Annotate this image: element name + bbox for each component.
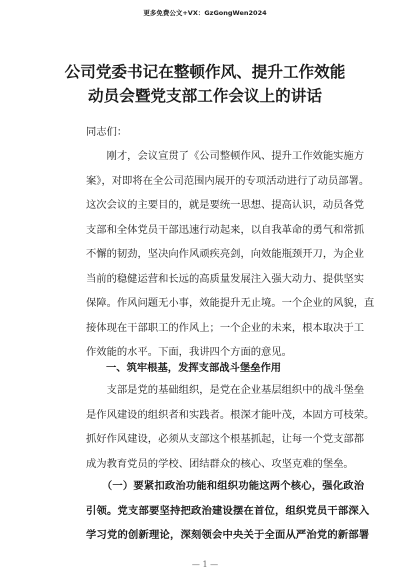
text-line: 接体现在干部职工的作风上；一个企业的未来，根本取决于工 [86, 321, 365, 334]
text-line: 学习党的创新理论，深刻领会中央关于全面从严治党的新部署 [86, 529, 370, 541]
text-line: 刚才，会议宣贯了《公司整顿作风、提升工作效能实施方 [86, 150, 365, 162]
title-line-1: 公司党委书记在整顿作风、提升工作效能 [64, 63, 346, 81]
text-line: （一）要紧扣政治功能和组织功能这两个核心，强化政治 [86, 480, 365, 492]
text-line: 成为教育党员的学校、团结群众的核心、攻坚克难的堡垒。 [86, 457, 354, 470]
text-line: 抓好作风建设，必须从支部这个根基抓起，让每一个党支部都 [86, 433, 365, 445]
text-line: 不懈的韧劲，坚决向作风顽疾亮剑，向效能瓶颈开刀，为企业 [86, 248, 365, 260]
header-note: 更多免费公文+VX：GzGongWen2024 [143, 9, 267, 17]
text-line: 支部和全体党员干部迅速行动起来，以自我革命的勇气和常抓 [86, 223, 365, 236]
salutation: 同志们： [86, 126, 128, 138]
page-number: — 1 — [191, 560, 219, 569]
text-line: 是作风建设的组织者和实践者。根深才能叶茂，本固方可枝荣。 [86, 408, 375, 421]
section-heading-1: 一、筑牢根基，发挥支部战斗堡垒作用 [106, 362, 282, 374]
text-line: 当前的稳健运营和长远的高质量发展注入强大动力、提供坚实 [86, 272, 365, 285]
text-line: 引领。党支部要坚持把政治建设摆在首位，组织党员干部深入 [86, 504, 370, 517]
paragraph-section-1 [86, 384, 375, 482]
title-line-2: 动员会暨党支部工作会议上的讲话 [88, 87, 322, 105]
text-line: 作效能的水平。下面，我讲四个方面的意见。 [86, 346, 292, 358]
text-line: 案》，对即将在全公司范围内展开的专项活动进行了动员部署。 [86, 174, 370, 187]
paragraph-intro [86, 150, 375, 371]
text-line: 支部是党的基础组织，是党在企业基层组织中的战斗堡垒 [86, 384, 365, 396]
text-line: 保障。作风问题无小事，效能提升无止境。一个企业的风貌，直 [86, 297, 375, 309]
subsection-1 [86, 480, 370, 554]
text-line: 这次会议的主要目的，就是要统一思想、提高认识，动员各党 [86, 199, 365, 211]
document-title [0, 60, 410, 108]
